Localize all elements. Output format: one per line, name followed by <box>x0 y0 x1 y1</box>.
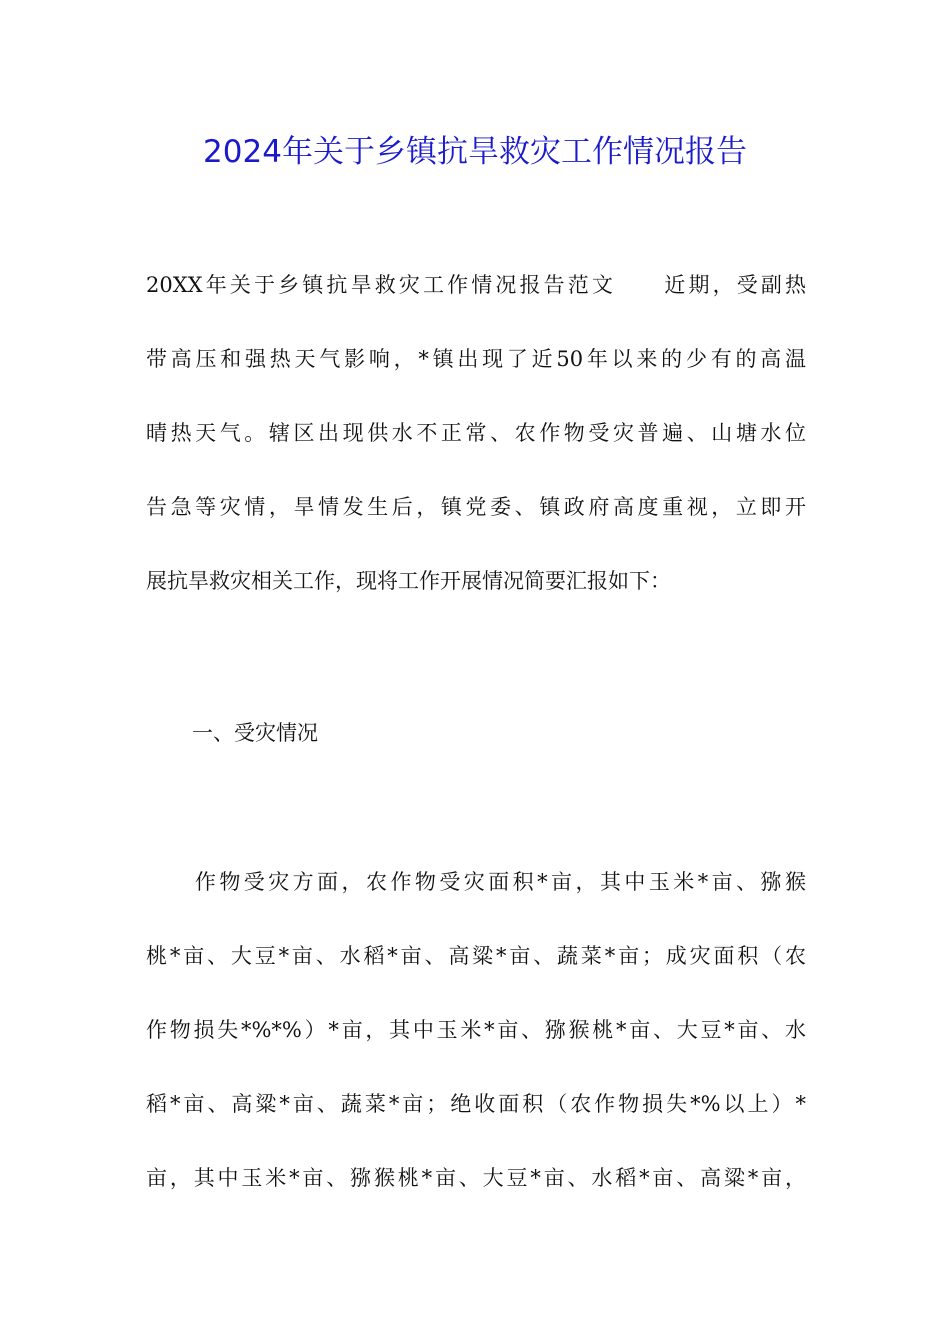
paragraph-line: 20XX年关于乡镇抗旱救灾工作情况报告范文 近期，受副热 <box>146 273 806 297</box>
paragraph-line: 作物损失*%*%）*亩，其中玉米*亩、猕猴桃*亩、大豆*亩、水 <box>146 1018 806 1042</box>
paragraph-line: 亩，其中玉米*亩、猕猴桃*亩、大豆*亩、水稻*亩、高粱*亩， <box>146 1166 806 1190</box>
paragraph-line: 晴热天气。辖区出现供水不正常、农作物受灾普遍、山塘水位 <box>146 421 806 445</box>
body-paragraph <box>146 845 806 1215</box>
document-title: 2024年关于乡镇抗旱救灾工作情况报告 <box>203 134 747 170</box>
paragraph-line: 作物受灾方面，农作物受灾面积*亩，其中玉米*亩、猕猴 <box>146 870 806 894</box>
paragraph-line: 稻*亩、高粱*亩、蔬菜*亩；绝收面积（农作物损失*%以上）* <box>146 1092 806 1116</box>
intro-paragraph <box>146 248 806 618</box>
paragraph-line: 桃*亩、大豆*亩、水稻*亩、高粱*亩、蔬菜*亩；成灾面积（农 <box>146 944 806 968</box>
section-heading: 一、受灾情况 <box>192 721 318 745</box>
paragraph-line: 展抗旱救灾相关工作，现将工作开展情况简要汇报如下： <box>146 569 671 593</box>
paragraph-line: 告急等灾情，旱情发生后，镇党委、镇政府高度重视，立即开 <box>146 495 806 519</box>
paragraph-line: 带高压和强热天气影响，*镇出现了近50年以来的少有的高温 <box>146 347 806 371</box>
